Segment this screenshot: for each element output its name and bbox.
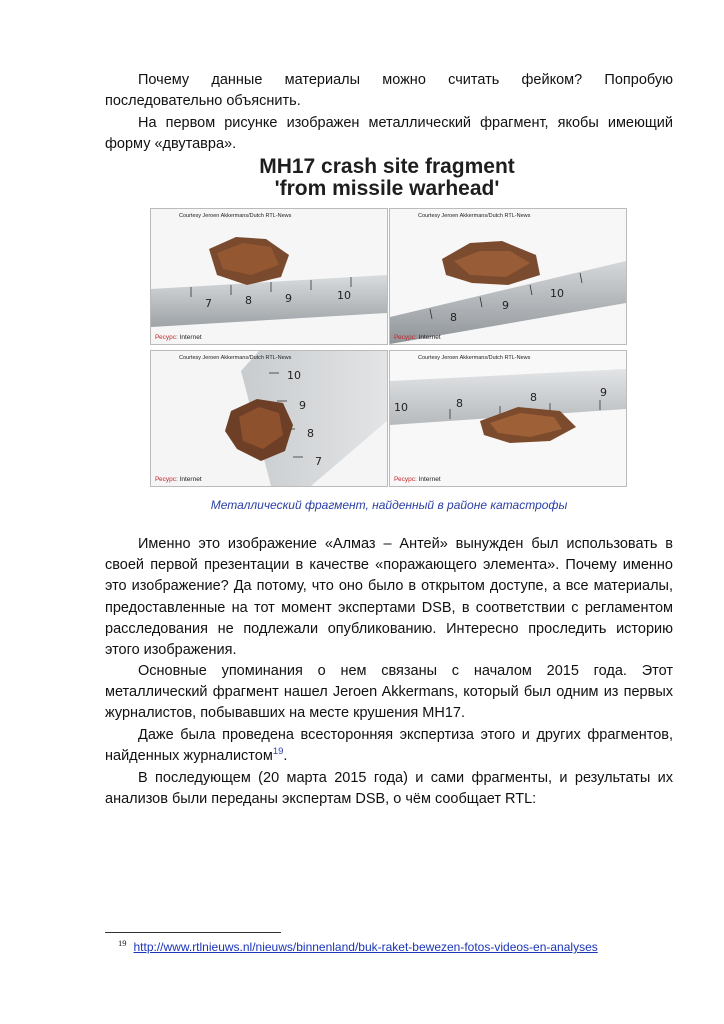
- source-label: Ресурс:: [394, 334, 417, 341]
- photo-1-image: [151, 209, 387, 344]
- paragraph-figure-intro: На первом рисунке изображен металлический фрагмент, якобы имеющий форму «двутавра».: [105, 115, 673, 153]
- svg-text:7: 7: [315, 455, 322, 468]
- photo-source: [155, 334, 202, 341]
- photo-3-image: [151, 351, 387, 486]
- source-label: Ресурс:: [394, 476, 417, 483]
- svg-text:10: 10: [550, 287, 564, 300]
- fragment-photo-3: [150, 350, 388, 487]
- footnote-number: 19: [118, 938, 127, 948]
- fragment-photo-2: [389, 208, 627, 345]
- svg-text:8: 8: [530, 391, 537, 404]
- svg-text:7: 7: [205, 297, 212, 310]
- fragment-photo-1: [150, 208, 388, 345]
- footnote-reference[interactable]: 19: [272, 746, 284, 758]
- svg-text:8: 8: [245, 294, 252, 307]
- photo-source: [155, 476, 202, 483]
- svg-text:9: 9: [600, 386, 607, 399]
- source-value: Internet: [418, 476, 441, 483]
- figure-title-line1: MH17 crash site fragment: [259, 155, 515, 178]
- source-label: Ресурс:: [155, 476, 178, 483]
- footnote-divider: [105, 932, 281, 933]
- svg-text:10: 10: [287, 369, 301, 382]
- svg-text:10: 10: [337, 289, 351, 302]
- fragment-photo-4: [389, 350, 627, 487]
- svg-text:10: 10: [394, 401, 408, 414]
- footnote-link[interactable]: http://www.rtlnieuws.nl/nieuws/binnenland/buk-raket-bewezen-fotos-videos-en-analyses: [133, 940, 598, 954]
- photo-source: [394, 334, 441, 341]
- svg-text:9: 9: [285, 292, 292, 305]
- photo-credit: Courtesy Jeroen Akkermans/Dutch RTL-News: [418, 355, 531, 361]
- figure-caption: Металлический фрагмент, найденный в районе катастрофы: [210, 498, 568, 512]
- paragraph-almaz-antey: Именно это изображение «Алмаз – Антей» вынужден был использовать в своей первой презентации в качестве «поражающего элемента». Почему именно это изображение? Да потому, что оно было в открытом доступе, а все материалы, предоставленные на тот момент экспертами DSB, в соответствии с регламентом расследования не подлежали опубликованию. Интересно проследить историю этого изображения.: [105, 536, 673, 659]
- footnote: [118, 938, 598, 954]
- source-value: Internet: [179, 476, 202, 483]
- photo-credit: Courtesy Jeroen Akkermans/Dutch RTL-News: [418, 213, 531, 219]
- figure-title-line2: 'from missile warhead': [274, 177, 500, 200]
- source-value: Internet: [418, 334, 441, 341]
- paragraph-expertise: Даже была проведена всесторонняя экспертиза этого и других фрагментов, найденных журналистом$^{19}$.: [105, 727, 673, 765]
- svg-text:8: 8: [456, 397, 463, 410]
- svg-text:9: 9: [502, 299, 509, 312]
- svg-text:8: 8: [450, 311, 457, 324]
- photo-credit: Courtesy Jeroen Akkermans/Dutch RTL-News: [179, 355, 292, 361]
- source-label: Ресурс:: [155, 334, 178, 341]
- photo-2-image: [390, 209, 626, 344]
- paragraph-dsb: В последующем (20 марта 2015 года) и сами фрагменты, и результаты их анализов были переданы экспертам DSB, о чём сообщает RTL:: [105, 770, 673, 808]
- svg-text:9: 9: [299, 399, 306, 412]
- photo-credit: Courtesy Jeroen Akkermans/Dutch RTL-News: [179, 213, 292, 219]
- paragraph-expertise-text: Даже была проведена всесторонняя экспертиза этого и других фрагментов, найденных журналистом: [105, 727, 673, 765]
- paragraph-akkermans: Основные упоминания о нем связаны с началом 2015 года. Этот металлический фрагмент нашел Jeroen Akkermans, который был одним из первых журналистов, побывавших на месте крушения MH17.: [105, 663, 673, 722]
- figure-title: [150, 156, 624, 200]
- paragraph-intro: Почему данные материалы можно считать фейком? Попробую последовательно объяснить.: [105, 72, 673, 110]
- svg-text:8: 8: [307, 427, 314, 440]
- photo-4-image: [390, 351, 626, 486]
- source-value: Internet: [179, 334, 202, 341]
- photo-source: [394, 476, 441, 483]
